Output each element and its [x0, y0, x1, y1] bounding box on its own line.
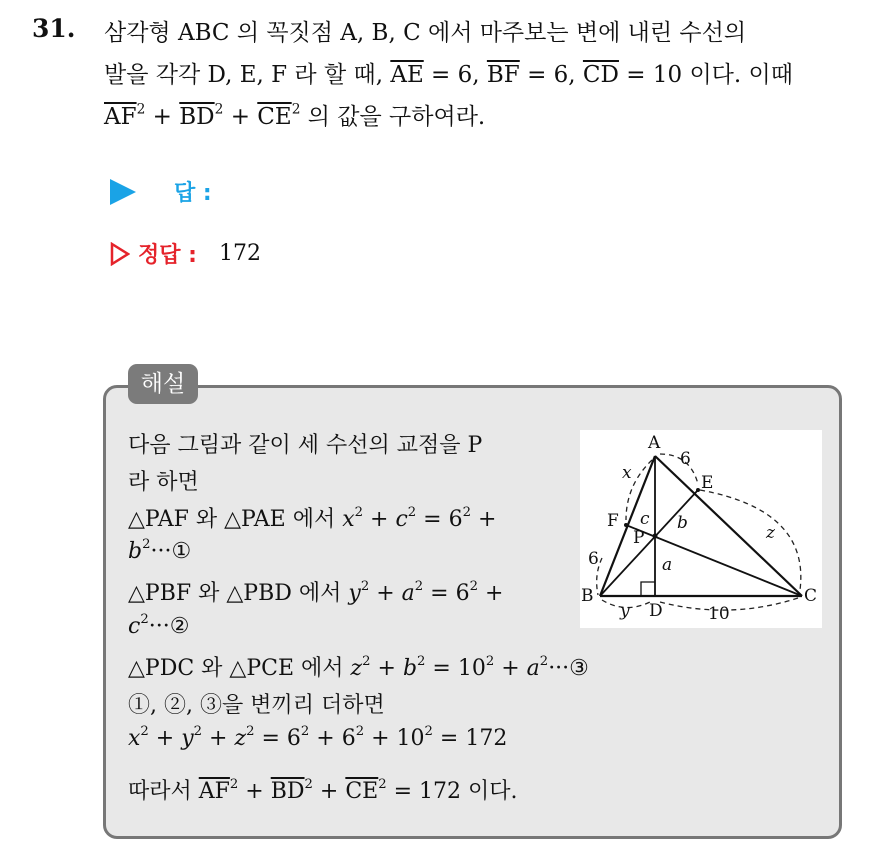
- solution-line: $x^2 + y^2 + z^2 = 6^2 + 6^2 + 10^2 = 172$: [128, 724, 508, 751]
- exp: 2: [214, 101, 224, 118]
- plus: +: [145, 104, 180, 130]
- solution-line: $b^2\cdot\cdot\cdot ①$: [128, 537, 192, 564]
- altitude-cf: [626, 525, 802, 596]
- label-d: D: [649, 601, 663, 621]
- segment-bf: $\overline{BF}$: [486, 62, 520, 88]
- segment-ae: $\overline{AE}$: [390, 62, 424, 88]
- outline-arrow-icon: [110, 242, 130, 266]
- label-a: A: [648, 433, 661, 453]
- play-arrow-icon: [110, 179, 136, 205]
- question-line-2: [104, 56, 793, 89]
- label-f: F: [607, 511, 619, 531]
- solution-line: ①, ②, ③을 변끼리 더하면: [128, 693, 385, 718]
- label-a-len: a: [662, 555, 673, 575]
- label-b: B: [581, 586, 594, 606]
- solution-line: 다음 그림과 같이 세 수선의 교점을 P: [128, 433, 483, 458]
- answer-label: 답 :: [174, 181, 212, 206]
- label-ten: 10: [708, 604, 730, 624]
- solution-text: = 172 이다.: [386, 779, 518, 804]
- segment-cd: $\overline{CD}$: [582, 62, 619, 88]
- question-number: 31.: [32, 14, 76, 43]
- q2-text: 발을 각각 D, E, F 라 할 때,: [104, 62, 391, 88]
- solution-line: △PAF 와 △PAE 에서 $x^2 + c^2 = 6^2$ +: [128, 505, 497, 532]
- right-angle-mark: [641, 582, 655, 596]
- solution-text: ···①: [150, 539, 192, 564]
- q2-eq6a: = 6,: [423, 62, 487, 88]
- q2-eq6b: = 6,: [519, 62, 583, 88]
- correct-answer-label: 정답 :: [138, 243, 197, 268]
- correct-answer-value: 172: [218, 241, 261, 266]
- question-line-3: [104, 98, 485, 131]
- correct-answer-row: [110, 238, 261, 269]
- altitude-be: [600, 490, 698, 596]
- segment-af: $\overline{AF}$: [104, 104, 137, 130]
- solution-line: △PBF 와 △PBD 에서 $y^2 + a^2 = 6^2$ +: [128, 579, 504, 606]
- label-z: z: [766, 523, 775, 543]
- point-p: [653, 534, 658, 539]
- solution-text: ···③: [548, 656, 589, 681]
- label-e: E: [701, 473, 714, 493]
- label-x: x: [622, 463, 632, 483]
- label-six-left: 6: [588, 549, 599, 569]
- point-e: [696, 488, 700, 492]
- label-c: C: [804, 586, 818, 606]
- solution-text: ···②: [148, 614, 190, 639]
- solution-line: 따라서 $\overline{AF}^2 + \overline{BD}^2 + \overline{CE}^2 = 172$ 이다.: [128, 777, 518, 804]
- segment-ce: $\overline{CE}$: [257, 104, 292, 130]
- exp: 2: [291, 101, 301, 118]
- plus: +: [223, 104, 258, 130]
- solution-text: △PDC 와 △PCE 에서: [128, 656, 351, 681]
- solution-text: △PAF 와 △PAE 에서: [128, 507, 343, 532]
- label-b-len: b: [677, 513, 688, 533]
- segment-bd: $\overline{BD}$: [179, 104, 215, 130]
- label-p: P: [633, 528, 645, 548]
- q3-post: 의 값을 구하여라.: [300, 104, 486, 130]
- label-y: y: [620, 601, 630, 621]
- point-f: [624, 523, 628, 527]
- answer-row: [110, 176, 212, 207]
- triangle-figure: [580, 430, 822, 628]
- solution-line: $c^2\cdot\cdot\cdot ②$: [128, 612, 190, 639]
- triangle-diagram: [580, 430, 822, 628]
- label-six-top: 6: [680, 449, 691, 469]
- solution-tag: 해설: [128, 364, 198, 404]
- solution-text: △PBF 와 △PBD 에서: [128, 581, 349, 606]
- solution-line: △PDC 와 △PCE 에서 $z^2 + b^2 = 10^2$ + $a^2\cdot\cdot\cdot ③$: [128, 654, 589, 681]
- solution-line: 라 하면: [128, 470, 199, 495]
- q2-eq10: = 10 이다. 이때: [618, 62, 793, 88]
- question-line-1: 삼각형 ABC 의 꼭짓점 A, B, C 에서 마주보는 변에 내린 수선의: [104, 20, 747, 46]
- exp: 2: [136, 101, 146, 118]
- solution-text: 따라서: [128, 779, 199, 804]
- label-c-len: c: [640, 509, 650, 529]
